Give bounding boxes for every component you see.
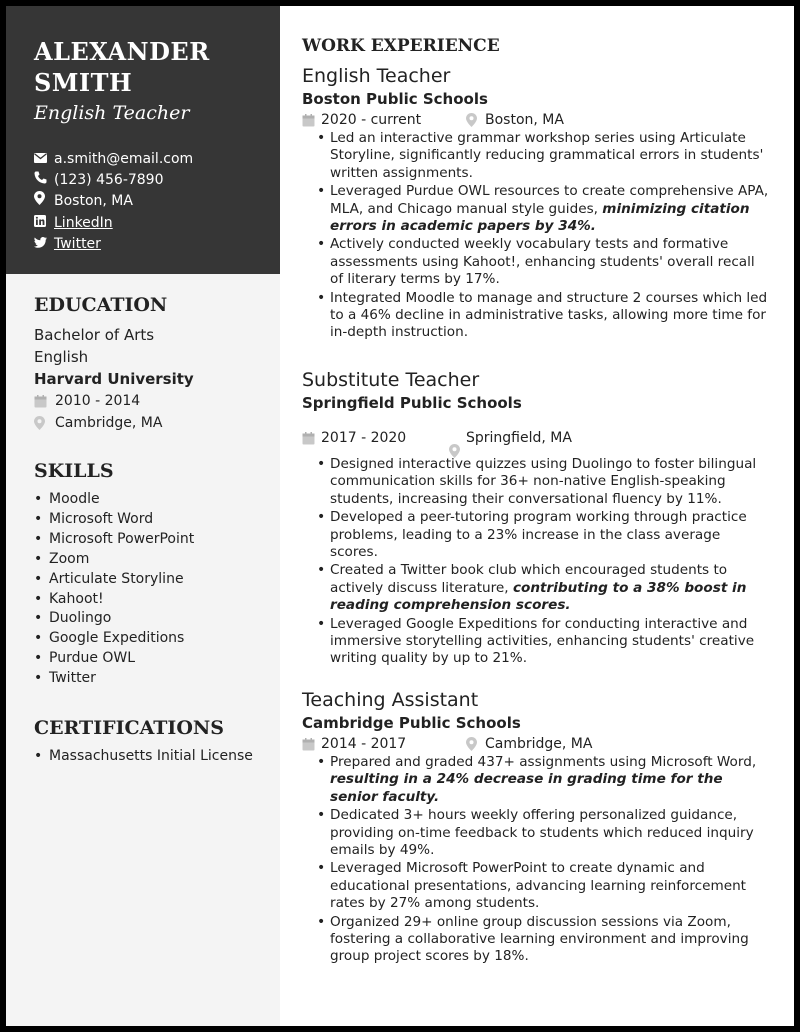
- list-item: • Purdue OWL: [34, 649, 194, 669]
- list-item: • Dedicated 3+ hours weekly offering personalized guidance, providing on-time feedback to students which reduced inquiry emails by 49%.: [317, 807, 772, 859]
- job-bullets: [302, 130, 772, 342]
- list-item: • Moodle: [34, 490, 194, 510]
- map-pin-icon: [466, 113, 479, 127]
- phone-icon: [34, 170, 48, 191]
- job-location: Cambridge, MA: [485, 736, 593, 752]
- twitter-link[interactable]: Twitter: [54, 235, 101, 252]
- job-dates: 2020 - current: [321, 112, 422, 128]
- skills-heading: SKILLS: [34, 460, 114, 482]
- contact-twitter[interactable]: [34, 234, 193, 255]
- list-item: • Microsoft PowerPoint: [34, 530, 194, 550]
- job-bullets: [302, 754, 772, 966]
- map-pin-icon: [34, 416, 47, 430]
- education-location: Cambridge, MA: [55, 415, 163, 431]
- calendar-icon: [34, 395, 47, 408]
- email-text: a.smith@email.com: [54, 151, 194, 167]
- list-item: • Organized 29+ online group discussion sessions via Zoom, fostering a collaborative learning environment and improving group project scores by 18%.: [317, 914, 772, 966]
- list-item: • Massachusetts Initial License: [34, 747, 253, 767]
- envelope-icon: [34, 149, 48, 170]
- contact-location: [34, 191, 193, 212]
- phone-text: (123) 456-7890: [54, 172, 164, 189]
- skills-list: [34, 490, 194, 689]
- list-item: • Articulate Storyline: [34, 570, 194, 590]
- calendar-icon: [302, 114, 315, 127]
- resume-page: [6, 6, 794, 1026]
- company-name: Boston Public Schools: [302, 90, 488, 108]
- job-bullets: [302, 456, 772, 668]
- certifications-section: [34, 747, 253, 767]
- company-name: Cambridge Public Schools: [302, 714, 521, 732]
- location-text: Boston, MA: [54, 193, 133, 210]
- company-name: Springfield Public Schools: [302, 394, 522, 412]
- major: English: [34, 348, 89, 366]
- list-item: • Actively conducted weekly vocabulary tests and formative assessments using Kahoot!, enhancing students' overall recall of literary terms by 17%.: [317, 236, 772, 288]
- school-name: Harvard University: [34, 370, 194, 388]
- list-item: • Developed a peer-tutoring program working through practice problems, leading to a 23% increase in the class average scores.: [317, 509, 772, 561]
- work-experience-heading: WORK EXPERIENCE: [302, 36, 500, 56]
- list-item: • Leveraged Microsoft PowerPoint to create dynamic and educational presentations, advancing learning reinforcement rates by 27% among students.: [317, 860, 772, 912]
- list-item: • Created a Twitter book club which encouraged students to actively discuss literature, contributing to a 38% boost in reading comprehension scores.: [317, 562, 772, 614]
- list-item: • Kahoot!: [34, 590, 194, 610]
- candidate-name: ALEXANDER SMITH: [34, 37, 210, 97]
- job-title: English Teacher: [302, 65, 451, 87]
- contact-phone: [34, 170, 193, 191]
- contact-list: [34, 149, 193, 255]
- list-item: • Leveraged Google Expeditions for conducting interactive and immersive storytelling activities, enhancing students' creative writing quality by up to 21%.: [317, 616, 772, 668]
- degree: Bachelor of Arts: [34, 326, 155, 344]
- job-dates: 2014 - 2017: [321, 736, 407, 752]
- candidate-title: English Teacher: [34, 102, 190, 124]
- contact-linkedin[interactable]: [34, 213, 193, 234]
- contact-email: [34, 149, 193, 170]
- education-entry: [34, 324, 194, 434]
- education-location-row: [34, 412, 194, 434]
- list-item: • Led an interactive grammar workshop series using Articulate Storyline, significantly reducing grammatical errors in students' written assignments.: [317, 130, 772, 182]
- certifications-list: [34, 747, 253, 767]
- job-location: Boston, MA: [485, 112, 564, 128]
- skills-section: [34, 490, 194, 689]
- job-title: Substitute Teacher: [302, 369, 480, 391]
- list-item: • Designed interactive quizzes using Duolingo to foster bilingual communication skills for 36+ non-native English-speaking students, increasing their conversational fluency by 11%.: [317, 456, 772, 508]
- job-entry: [302, 688, 772, 967]
- map-pin-icon: [466, 737, 479, 751]
- linkedin-link[interactable]: LinkedIn: [54, 214, 113, 231]
- job-title: Teaching Assistant: [302, 689, 479, 711]
- job-meta: [302, 110, 772, 130]
- job-entry: [302, 368, 772, 669]
- list-item: • Duolingo: [34, 609, 194, 629]
- education-dates-row: [34, 390, 194, 412]
- education-heading: EDUCATION: [34, 294, 168, 316]
- job-entry: [302, 64, 772, 343]
- map-pin-icon: [34, 191, 48, 212]
- certifications-heading: CERTIFICATIONS: [34, 717, 224, 739]
- list-item: • Twitter: [34, 669, 194, 689]
- calendar-icon: [302, 738, 315, 751]
- list-item: • Zoom: [34, 550, 194, 570]
- linkedin-icon: [34, 213, 48, 234]
- list-item: • Google Expeditions: [34, 629, 194, 649]
- job-meta: [302, 428, 772, 456]
- sidebar: [6, 6, 280, 1026]
- job-location: Springfield, MA: [466, 430, 572, 446]
- list-item: • Integrated Moodle to manage and structure 2 courses which led to a 46% decline in administrative tasks, allowing more time for in-depth instruction.: [317, 290, 772, 342]
- calendar-icon: [302, 432, 315, 445]
- job-dates: 2017 - 2020: [321, 430, 407, 446]
- list-item: • Leveraged Purdue OWL resources to create comprehensive APA, MLA, and Chicago manual style guides, minimizing citation errors in academic papers by 34%.: [317, 183, 772, 235]
- list-item: • Prepared and graded 437+ assignments using Microsoft Word, resulting in a 24% decrease in grading time for the senior faculty.: [317, 754, 772, 806]
- education-dates: 2010 - 2014: [55, 393, 141, 409]
- twitter-icon: [34, 234, 48, 255]
- header-block: [6, 6, 280, 274]
- list-item: • Microsoft Word: [34, 510, 194, 530]
- job-meta: [302, 734, 772, 754]
